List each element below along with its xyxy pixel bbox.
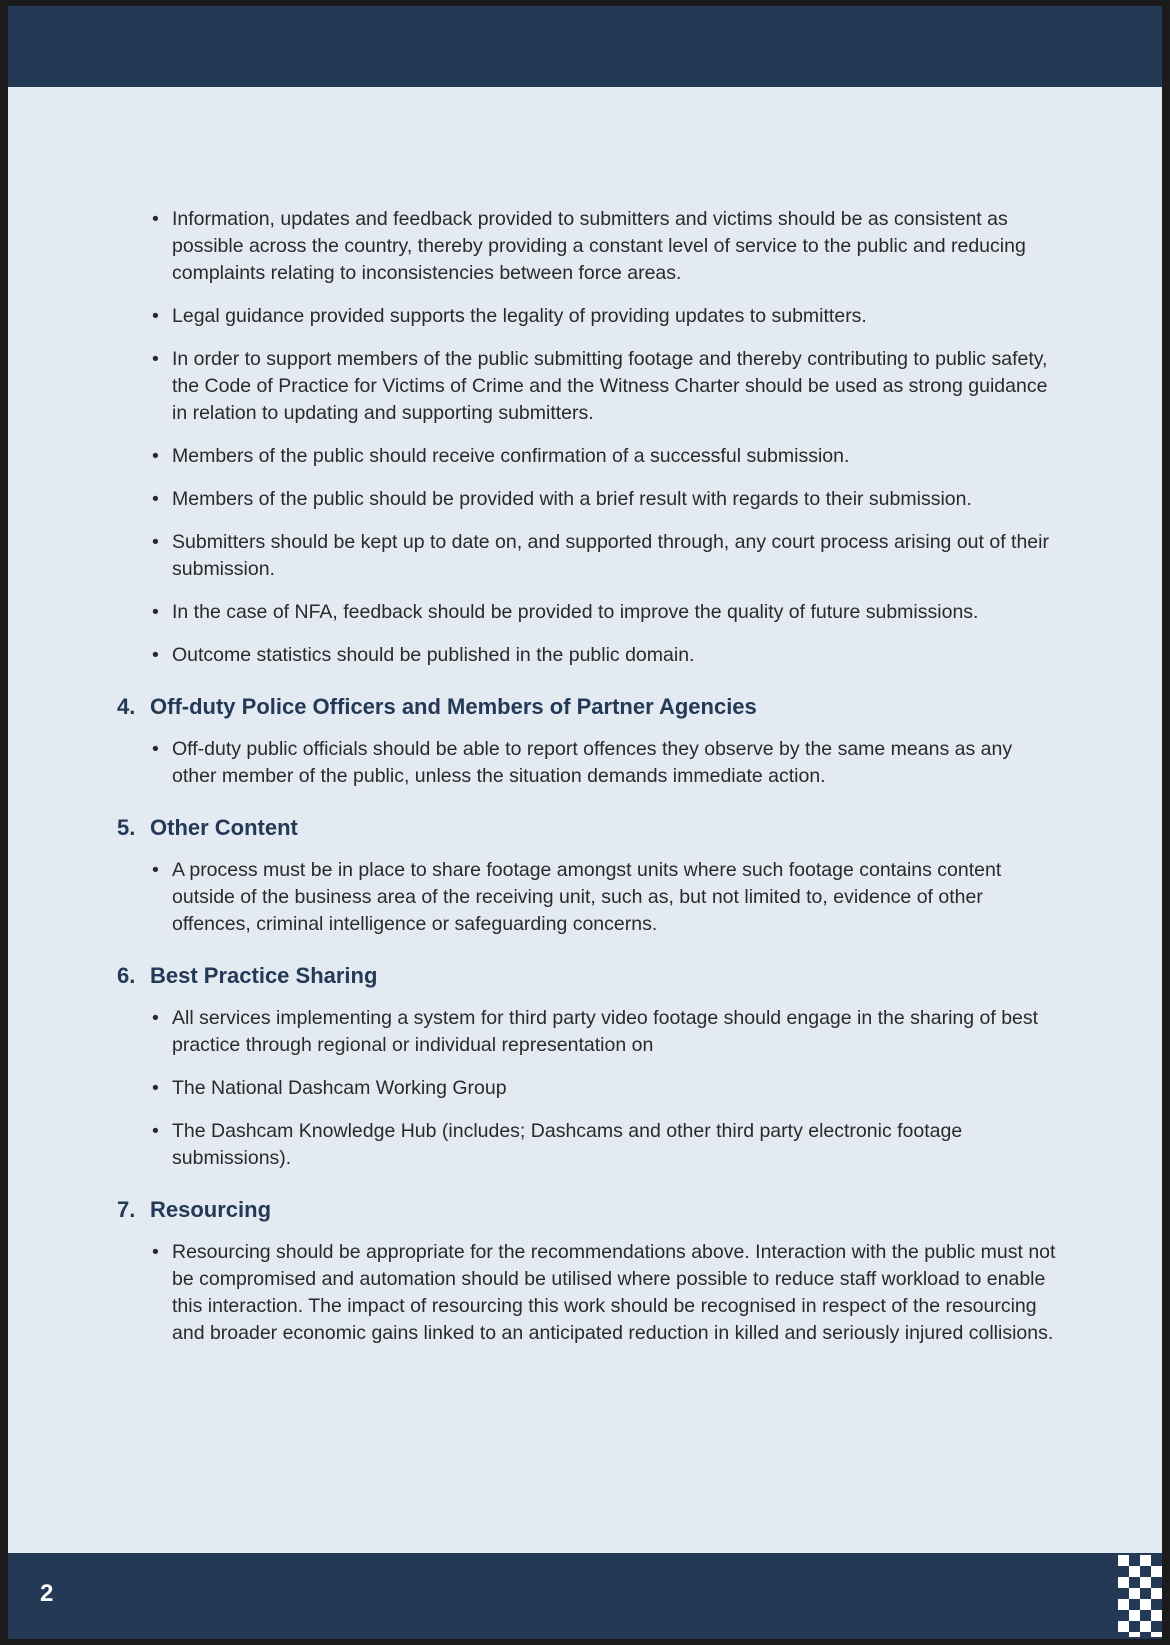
section-bullet-list [8, 857, 1060, 938]
checker-pattern-icon [1118, 1555, 1162, 1637]
bullet-text: A process must be in place to share footage amongst units where such footage contains content outside of the business area of the receiving unit, such as, but not limited to, evidence of other offences, criminal intelligence or safeguarding concerns. [172, 859, 1002, 935]
section-heading-best-practice-sharing [8, 962, 1162, 990]
bullet-marker: • [152, 531, 159, 553]
list-item [152, 206, 1060, 287]
bullet-marker: • [152, 1007, 159, 1029]
bullet-marker: • [152, 601, 159, 623]
bullet-text: Resourcing should be appropriate for the recommendations above. Interaction with the public must not be compromised and automation should be utilised where possible to reduce staff workload to enable this interaction. The impact of resourcing this work should be recognised in respect of the resourcing and broader economic gains linked to an anticipated reduction in killed and seriously injured collisions. [172, 1241, 1056, 1344]
bullet-marker: • [152, 1241, 159, 1263]
document-page [8, 6, 1162, 1639]
bullet-text: In order to support members of the public submitting footage and thereby contributing to public safety, the Code of Practice for Victims of Crime and the Witness Charter should be used as strong guidance in relation to updating and supporting submitters. [172, 348, 1048, 424]
section-bullet-list [8, 736, 1060, 790]
bullet-marker: • [152, 208, 159, 230]
list-item [152, 642, 1060, 669]
list-item [152, 857, 1060, 938]
section-bullet-list [8, 1239, 1060, 1347]
section-number: 5. [117, 815, 136, 840]
section-title: Off-duty Police Officers and Members of Partner Agencies [150, 694, 757, 719]
footer-band [8, 1553, 1162, 1639]
bullet-marker: • [152, 859, 159, 881]
bullet-text: Outcome statistics should be published in the public domain. [172, 644, 695, 666]
bullet-marker: • [152, 644, 159, 666]
section-bullet-list [8, 1005, 1060, 1172]
bullet-marker: • [152, 488, 159, 510]
section-title: Other Content [150, 815, 298, 840]
bullet-text: In the case of NFA, feedback should be provided to improve the quality of future submissions. [172, 601, 979, 623]
page-number: 2 [40, 1580, 54, 1607]
bullet-marker: • [152, 738, 159, 760]
list-item [152, 1239, 1060, 1347]
header-band [8, 6, 1162, 87]
list-item [152, 1005, 1060, 1059]
intro-bullet-list [8, 206, 1060, 669]
section-heading-resourcing [8, 1196, 1162, 1224]
section-number: 4. [117, 694, 136, 719]
list-item [152, 303, 1060, 330]
bullet-text: Submitters should be kept up to date on, and supported through, any court process arising out of their submission. [172, 531, 1049, 580]
bullet-marker: • [152, 1077, 159, 1099]
bullet-text: The National Dashcam Working Group [172, 1077, 507, 1099]
bullet-marker: • [152, 1120, 159, 1142]
section-number: 6. [117, 963, 136, 988]
list-item [152, 486, 1060, 513]
page-content [8, 206, 1162, 1363]
section-number: 7. [117, 1197, 136, 1222]
bullet-text: Information, updates and feedback provided to submitters and victims should be as consistent as possible across the country, thereby providing a constant level of service to the public and reducing complaints relating to inconsistencies between force areas. [172, 208, 1026, 284]
bullet-text: Members of the public should receive confirmation of a successful submission. [172, 445, 850, 467]
list-item [152, 736, 1060, 790]
bullet-text: Members of the public should be provided with a brief result with regards to their submission. [172, 488, 972, 510]
bullet-text: The Dashcam Knowledge Hub (includes; Dashcams and other third party electronic footage submissions). [172, 1120, 963, 1169]
list-item [152, 1075, 1060, 1102]
bullet-marker: • [152, 305, 159, 327]
bullet-text: Off-duty public officials should be able to report offences they observe by the same means as any other member of the public, unless the situation demands immediate action. [172, 738, 1013, 787]
section-title: Best Practice Sharing [150, 963, 378, 988]
section-heading-other-content [8, 814, 1162, 842]
bullet-text: Legal guidance provided supports the legality of providing updates to submitters. [172, 305, 867, 327]
section-heading-off-duty-officers [8, 693, 1162, 721]
list-item [152, 1118, 1060, 1172]
list-item [152, 346, 1060, 427]
bullet-text: All services implementing a system for third party video footage should engage in the sharing of best practice through regional or individual representation on [172, 1007, 1039, 1056]
list-item [152, 443, 1060, 470]
list-item [152, 599, 1060, 626]
section-title: Resourcing [150, 1197, 272, 1222]
list-item [152, 529, 1060, 583]
bullet-marker: • [152, 348, 159, 370]
bullet-marker: • [152, 445, 159, 467]
